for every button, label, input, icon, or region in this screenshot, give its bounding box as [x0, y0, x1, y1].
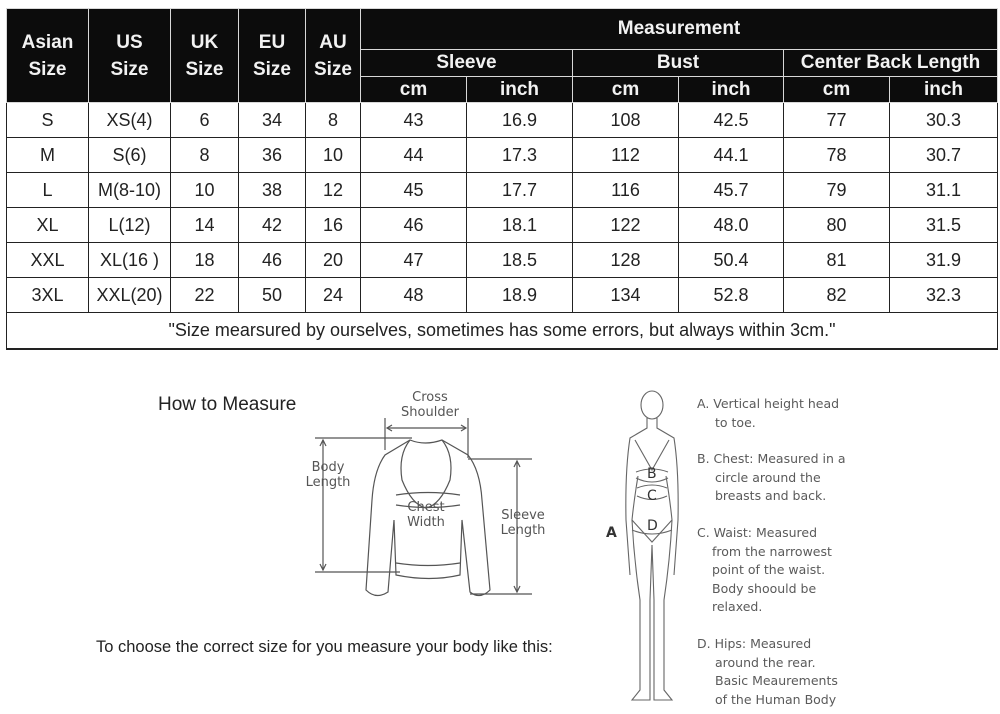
cell-bust-cm: 128	[573, 243, 679, 278]
marker-b: B	[647, 466, 657, 482]
cell-asian-size: L	[7, 173, 89, 208]
cell-bust-cm: 108	[573, 103, 679, 138]
choose-size-instruction: To choose the correct size for you measure your body like this:	[96, 638, 553, 656]
cell-cbl-inch: 32.3	[890, 278, 998, 313]
table-row	[7, 173, 998, 208]
marker-c: C	[647, 488, 657, 504]
cell-sleeve-inch: 18.1	[467, 208, 573, 243]
header-unit-cbl-inch: inch	[890, 77, 998, 103]
table-row	[7, 278, 998, 313]
label-body-length: Body Length	[305, 460, 351, 490]
cell-sleeve-inch: 18.5	[467, 243, 573, 278]
header-eu-size: EU Size	[239, 9, 306, 103]
cell-us-size: XS(4)	[89, 103, 171, 138]
cell-eu-size: 34	[239, 103, 306, 138]
header-asian-size: Asian Size	[7, 9, 89, 103]
cell-bust-cm: 134	[573, 278, 679, 313]
cell-uk-size: 14	[171, 208, 239, 243]
header-unit-bust-cm: cm	[573, 77, 679, 103]
header-uk-size: UK Size	[171, 9, 239, 103]
cell-asian-size: M	[7, 138, 89, 173]
cell-bust-inch: 44.1	[679, 138, 784, 173]
size-note: "Size mearsured by ourselves, sometimes has some errors, but always within 3cm."	[7, 313, 998, 350]
header-us-size: US Size	[89, 9, 171, 103]
cell-cbl-inch: 31.5	[890, 208, 998, 243]
note-row	[7, 313, 998, 350]
marker-d: D	[647, 518, 658, 534]
cell-sleeve-inch: 17.3	[467, 138, 573, 173]
cell-eu-size: 36	[239, 138, 306, 173]
cell-bust-inch: 45.7	[679, 173, 784, 208]
cell-bust-inch: 50.4	[679, 243, 784, 278]
cell-sleeve-cm: 48	[361, 278, 467, 313]
cell-uk-size: 6	[171, 103, 239, 138]
cell-us-size: XL(16 )	[89, 243, 171, 278]
cell-au-size: 12	[306, 173, 361, 208]
cell-sleeve-cm: 46	[361, 208, 467, 243]
cell-uk-size: 18	[171, 243, 239, 278]
cell-au-size: 10	[306, 138, 361, 173]
marker-a: A	[606, 525, 617, 541]
label-cross-shoulder: Cross Shoulder	[401, 390, 459, 420]
label-sleeve-length: Sleeve Length	[500, 508, 546, 538]
cell-bust-cm: 112	[573, 138, 679, 173]
cell-cbl-cm: 77	[784, 103, 890, 138]
cell-au-size: 24	[306, 278, 361, 313]
cell-asian-size: 3XL	[7, 278, 89, 313]
cell-us-size: S(6)	[89, 138, 171, 173]
cell-us-size: M(8-10)	[89, 173, 171, 208]
cell-sleeve-cm: 47	[361, 243, 467, 278]
cell-eu-size: 46	[239, 243, 306, 278]
table-row	[7, 138, 998, 173]
cell-eu-size: 50	[239, 278, 306, 313]
header-unit-bust-inch: inch	[679, 77, 784, 103]
cell-au-size: 20	[306, 243, 361, 278]
cell-us-size: L(12)	[89, 208, 171, 243]
cell-bust-inch: 48.0	[679, 208, 784, 243]
cell-cbl-cm: 80	[784, 208, 890, 243]
header-au-size: AU Size	[306, 9, 361, 103]
cell-asian-size: S	[7, 103, 89, 138]
cell-sleeve-cm: 45	[361, 173, 467, 208]
legend-a: A. Vertical height head to toe.	[697, 396, 840, 430]
label-chest-width: Chest Width	[407, 500, 445, 530]
cell-eu-size: 38	[239, 173, 306, 208]
header-center-back-length: Center Back Length	[784, 50, 998, 77]
cell-eu-size: 42	[239, 208, 306, 243]
header-unit-sleeve-cm: cm	[361, 77, 467, 103]
legend-b: B. Chest: Measured in a circle around the breasts and back.	[697, 451, 846, 503]
cell-cbl-inch: 31.9	[890, 243, 998, 278]
table-row	[7, 243, 998, 278]
cell-uk-size: 22	[171, 278, 239, 313]
legend-d: D. Hips: Measured around the rear. Basic Meaurements of the Human Body	[697, 636, 838, 707]
cell-uk-size: 10	[171, 173, 239, 208]
cell-bust-inch: 42.5	[679, 103, 784, 138]
cell-sleeve-inch: 16.9	[467, 103, 573, 138]
cell-asian-size: XXL	[7, 243, 89, 278]
cell-bust-inch: 52.8	[679, 278, 784, 313]
cell-us-size: XXL(20)	[89, 278, 171, 313]
cell-cbl-cm: 82	[784, 278, 890, 313]
cell-bust-cm: 122	[573, 208, 679, 243]
cell-cbl-inch: 30.3	[890, 103, 998, 138]
cell-sleeve-inch: 18.9	[467, 278, 573, 313]
cell-uk-size: 8	[171, 138, 239, 173]
cell-bust-cm: 116	[573, 173, 679, 208]
cell-cbl-cm: 78	[784, 138, 890, 173]
cell-au-size: 8	[306, 103, 361, 138]
cell-asian-size: XL	[7, 208, 89, 243]
size-chart-table	[6, 8, 998, 350]
cell-sleeve-inch: 17.7	[467, 173, 573, 208]
table-row	[7, 208, 998, 243]
header-sleeve: Sleeve	[361, 50, 573, 77]
cell-au-size: 16	[306, 208, 361, 243]
cell-cbl-cm: 79	[784, 173, 890, 208]
human-body-diagram-icon	[615, 385, 695, 710]
cell-cbl-cm: 81	[784, 243, 890, 278]
legend-c: C. Waist: Measured from the narrowest point of the waist. Body shoould be relaxed.	[697, 525, 832, 614]
table-row	[7, 103, 998, 138]
cell-sleeve-cm: 44	[361, 138, 467, 173]
header-bust: Bust	[573, 50, 784, 77]
header-unit-cbl-cm: cm	[784, 77, 890, 103]
header-measurement: Measurement	[361, 9, 998, 50]
cell-cbl-inch: 31.1	[890, 173, 998, 208]
cell-cbl-inch: 30.7	[890, 138, 998, 173]
how-to-measure-title: How to Measure	[158, 394, 297, 415]
cell-sleeve-cm: 43	[361, 103, 467, 138]
header-unit-sleeve-inch: inch	[467, 77, 573, 103]
